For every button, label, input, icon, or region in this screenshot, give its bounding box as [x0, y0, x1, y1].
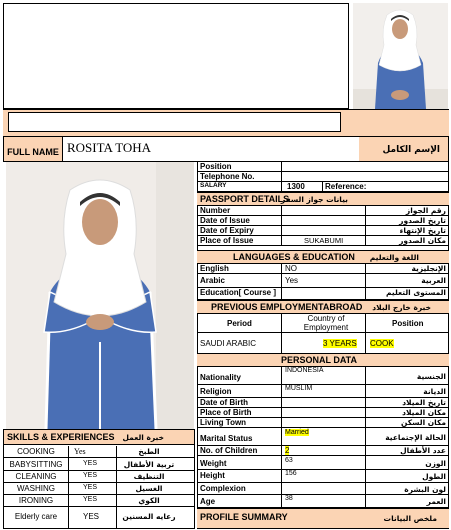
languages-title-ar: اللغة والتعليم: [369, 253, 419, 262]
full-name-value: ROSITA TOHA: [67, 140, 152, 155]
personal-label: Weight: [200, 459, 227, 468]
main-portrait-photo: [6, 162, 194, 429]
language-label-ar: الإنجليزية: [411, 264, 446, 273]
personal-label-ar: الوزن: [425, 459, 446, 468]
employment-position: COOK: [370, 339, 394, 348]
language-label: Education[ Course ]: [200, 288, 277, 297]
skills-title-ar: خبرة العمل: [122, 433, 164, 442]
personal-label: Religion: [200, 387, 232, 396]
divider: [281, 206, 282, 246]
divider: [62, 136, 63, 162]
reference-label: Reference:: [325, 182, 367, 191]
skill-value: YES: [83, 472, 98, 479]
skill-value: YES: [83, 460, 98, 467]
skill-row: [4, 446, 194, 458]
personal-label: Living Town: [200, 418, 247, 427]
employment-period: SAUDI ARABIC: [200, 339, 257, 348]
personal-value: 38: [285, 495, 293, 502]
employment-col-country: Country of Employment: [303, 314, 349, 332]
passport-row: [197, 216, 449, 226]
passport-label: Number: [200, 206, 231, 215]
languages-title: LANGUAGES & EDUCATION: [233, 252, 355, 262]
passport-label-ar: رقم الجواز: [405, 206, 446, 215]
full-name-label: FULL NAME: [4, 137, 62, 161]
skill-name: IRONING: [18, 496, 54, 505]
skill-row: [4, 458, 194, 471]
skill-name: CLEANING: [15, 472, 57, 481]
language-row: [197, 288, 449, 300]
passport-title: PASSPORT DETAILS: [200, 194, 290, 204]
passport-label-ar: تاريخ الصدور: [399, 216, 446, 225]
passport-label-ar: تاريخ الإنتهاء: [399, 226, 446, 235]
divider: [281, 367, 282, 508]
telephone-row: [197, 172, 449, 182]
personal-row: [197, 408, 449, 418]
personal-row: [197, 446, 449, 456]
personal-label: Marital Status: [200, 434, 253, 443]
skill-name-ar: الطبخ: [138, 447, 160, 456]
divider: [116, 446, 117, 528]
telephone-label: Telephone No.: [200, 172, 255, 181]
skill-name: BABYSITTING: [9, 460, 63, 469]
profile-summary-title: PROFILE SUMMARY: [200, 512, 288, 522]
divider: [322, 182, 323, 192]
passport-label: Place of Issue: [200, 236, 254, 245]
skills-title: SKILLS & EXPERIENCES: [7, 432, 115, 442]
employment-title: PREVIOUS EMPLOYMENTABROAD: [211, 302, 363, 312]
employment-header-row: [197, 314, 449, 333]
divider: [365, 264, 366, 300]
profile-summary-title-ar: ملخص البيانات: [383, 514, 437, 523]
personal-label: Height: [200, 471, 225, 480]
skill-name-ar: رعايه المسنين: [122, 512, 176, 521]
salary-label: SALARY: [200, 182, 227, 189]
small-portrait-photo: [353, 3, 448, 109]
personal-label-ar: مكان الميلاد: [402, 408, 446, 417]
skill-value: YES: [83, 496, 98, 503]
personal-label-ar: الحالة الإجتماعية: [385, 433, 446, 442]
full-name-label-ar: الإسم الكامل: [359, 137, 448, 161]
personal-value: 156: [285, 470, 297, 477]
personal-label-ar: الجنسية: [416, 372, 446, 381]
position-row: [197, 162, 449, 172]
personal-label-ar: الطول: [422, 472, 446, 481]
personal-row: [197, 385, 449, 398]
employment-row: [197, 333, 449, 353]
personal-value: Married: [285, 429, 309, 436]
employment-col-period: Period: [227, 319, 252, 328]
skill-value: YES: [83, 512, 100, 521]
skill-row: [4, 507, 194, 528]
personal-title: PERSONAL DATA: [281, 355, 358, 365]
divider: [68, 446, 69, 528]
language-row: [197, 276, 449, 288]
divider: [365, 367, 366, 508]
passport-row: [197, 206, 449, 216]
personal-value: MUSLIM: [285, 385, 313, 392]
passport-title-ar: بيانات جواز السفر: [280, 195, 348, 204]
salary-row: [197, 182, 449, 192]
skill-name: COOKING: [17, 447, 55, 456]
divider: [365, 314, 366, 353]
personal-section-header: [197, 353, 449, 367]
personal-label: Date of Birth: [200, 398, 248, 407]
personal-label-ar: الديانة: [423, 387, 446, 396]
language-label: English: [200, 264, 229, 273]
language-label-ar: العربية: [421, 276, 446, 285]
employment-col-position: Position: [392, 319, 424, 328]
language-label: Arabic: [200, 276, 225, 285]
profile-summary-header: [197, 508, 449, 529]
personal-row: [197, 398, 449, 408]
passport-value: SUKABUMI: [304, 236, 344, 245]
skill-name-ar: الكوي: [138, 496, 160, 505]
header-logo-area: [3, 3, 349, 109]
personal-row: [197, 428, 449, 446]
language-value: Yes: [285, 276, 299, 285]
skill-name-ar: تربية الأطفال: [123, 460, 175, 469]
personal-value: INDONESIA: [285, 367, 324, 374]
passport-row: [197, 236, 449, 246]
personal-label-ar: تاريخ الميلاد: [402, 398, 446, 407]
divider: [281, 314, 282, 353]
passport-row: [197, 226, 449, 236]
personal-label: Complexion: [200, 484, 246, 493]
personal-label-ar: العمر: [426, 497, 446, 506]
skill-name-ar: التنظيف: [133, 472, 165, 481]
employment-section-header: [197, 300, 449, 314]
personal-label-ar: عدد الأطفال: [400, 446, 446, 455]
personal-value: 63: [285, 457, 293, 464]
personal-label: No. of Children: [200, 446, 258, 455]
skill-value: Yes: [74, 447, 86, 456]
employment-country: 3 YEARS: [323, 339, 357, 348]
employment-title-ar: خبرة خارج البلاد: [372, 303, 431, 312]
salary-value: 1300: [287, 182, 305, 191]
passport-label: Date of Expiry: [200, 226, 254, 235]
skill-name: Elderly care: [14, 512, 58, 521]
personal-row: [197, 483, 449, 495]
personal-row: [197, 495, 449, 508]
language-label-ar: المستوى التعليم: [386, 288, 446, 297]
skill-name-ar: الغسيل: [135, 484, 163, 493]
personal-label: Place of Birth: [200, 408, 252, 417]
personal-row: [197, 470, 449, 483]
language-row: [197, 264, 449, 274]
personal-label-ar: لون البشرة: [404, 485, 446, 494]
skill-row: [4, 471, 194, 483]
skill-name: WASHING: [17, 484, 55, 493]
personal-row: [197, 457, 449, 470]
skill-value: YES: [83, 484, 98, 491]
divider: [281, 162, 282, 192]
languages-section-header: [197, 250, 449, 264]
passport-label-ar: مكان الصدور: [399, 236, 446, 245]
skill-row: [4, 495, 194, 507]
personal-value: 2: [285, 446, 290, 455]
name-band-input[interactable]: [8, 112, 341, 132]
personal-row: [197, 367, 449, 385]
personal-label-ar: مكان السكن: [401, 418, 446, 427]
passport-label: Date of Issue: [200, 216, 250, 225]
divider: [365, 206, 366, 246]
personal-label: Age: [200, 497, 216, 506]
personal-row: [197, 418, 449, 428]
position-label: Position: [200, 162, 232, 171]
divider: [281, 264, 282, 300]
personal-label: Nationality: [200, 373, 241, 382]
skills-section-header: [4, 430, 194, 445]
skill-row: [4, 483, 194, 495]
language-value: NO: [285, 264, 297, 273]
passport-section-header: [197, 192, 449, 206]
